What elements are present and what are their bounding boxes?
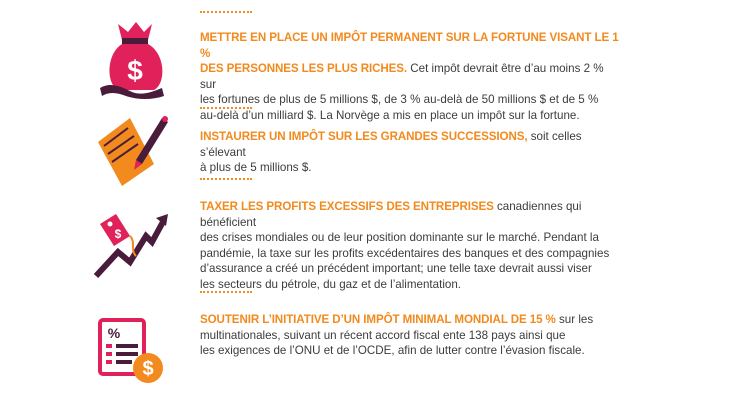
text-line <box>200 261 620 277</box>
measure-description: des crises mondiales ou de leur position dominante sur le marché. Pendant la <box>200 231 599 245</box>
svg-text:$: $ <box>127 55 143 86</box>
measure-description: les fortunes de plus de 5 millions $, de 3 % au-delà de 50 millions $ et de 5 % <box>200 93 599 107</box>
measure-heading: SOUTENIR L’INITIATIVE D’UN IMPÔT MINIMAL MONDIAL DE 15 % <box>200 313 556 326</box>
measure-description: pandémie, la taxe sur les profits excédentaires des banques et des compagnies <box>200 246 610 260</box>
text-line <box>200 160 620 176</box>
svg-text:$: $ <box>114 227 122 241</box>
text-line <box>200 129 620 160</box>
measure-description: à plus de 5 millions $. <box>200 161 312 175</box>
text-line <box>200 30 620 61</box>
measure-global-minimum-tax <box>200 312 620 359</box>
text-line <box>200 328 620 344</box>
money-bag-icon <box>92 18 172 100</box>
svg-text:$: $ <box>142 358 154 380</box>
measure-description: d’assurance a créé un précédent important; une telle taxe devrait aussi viser <box>200 262 592 276</box>
text-line <box>200 230 620 246</box>
measure-description: soit celles s’élevant <box>200 130 582 159</box>
measure-description: les secteurs du pétrole, du gaz et de l’alimentation. <box>200 277 462 291</box>
dotted-separator <box>200 178 252 180</box>
measure-heading: DES PERSONNES LES PLUS RICHES. <box>200 62 408 76</box>
price-tag-trend-icon <box>90 206 172 284</box>
document-pen-icon <box>92 108 172 188</box>
measure-wealth-tax <box>200 30 620 124</box>
measure-heading: METTRE EN PLACE UN IMPÔT PERMANENT SUR LA FORTUNE VISANT LE 1 % <box>200 31 619 60</box>
measure-heading: INSTAURER UN IMPÔT SUR LES GRANDES SUCCESSIONS, <box>200 130 528 143</box>
text-line <box>200 246 620 262</box>
measure-inheritance-tax <box>200 129 620 176</box>
text-line <box>200 343 620 359</box>
text-line <box>200 108 620 124</box>
measure-description: au-delà d’un milliard $. La Norvège a mis en place un impôt sur la fortune. <box>200 108 580 122</box>
text-line <box>200 199 620 230</box>
measure-description: Cet impôt devrait être d’au moins 2 % sur <box>200 62 604 91</box>
measure-description: multinationales, suivant un récent accord fiscal ente 138 pays ainsi que <box>200 328 566 342</box>
measure-excess-profits-tax <box>200 199 620 293</box>
text-line <box>200 312 620 328</box>
measure-description: les exigences de l’ONU et de l’OCDE, afin de lutter contre l’évasion fiscale. <box>200 344 585 358</box>
text-line <box>200 277 620 293</box>
svg-text:%: % <box>107 325 121 341</box>
text-line <box>200 92 620 108</box>
text-line <box>200 61 620 92</box>
measure-description: canadiennes qui bénéficient <box>200 200 582 229</box>
measure-description: sur les <box>555 313 594 326</box>
dotted-separator <box>200 11 252 13</box>
tax-form-icon <box>92 316 174 392</box>
measure-heading: TAXER LES PROFITS EXCESSIFS DES ENTREPRISES <box>200 200 494 213</box>
